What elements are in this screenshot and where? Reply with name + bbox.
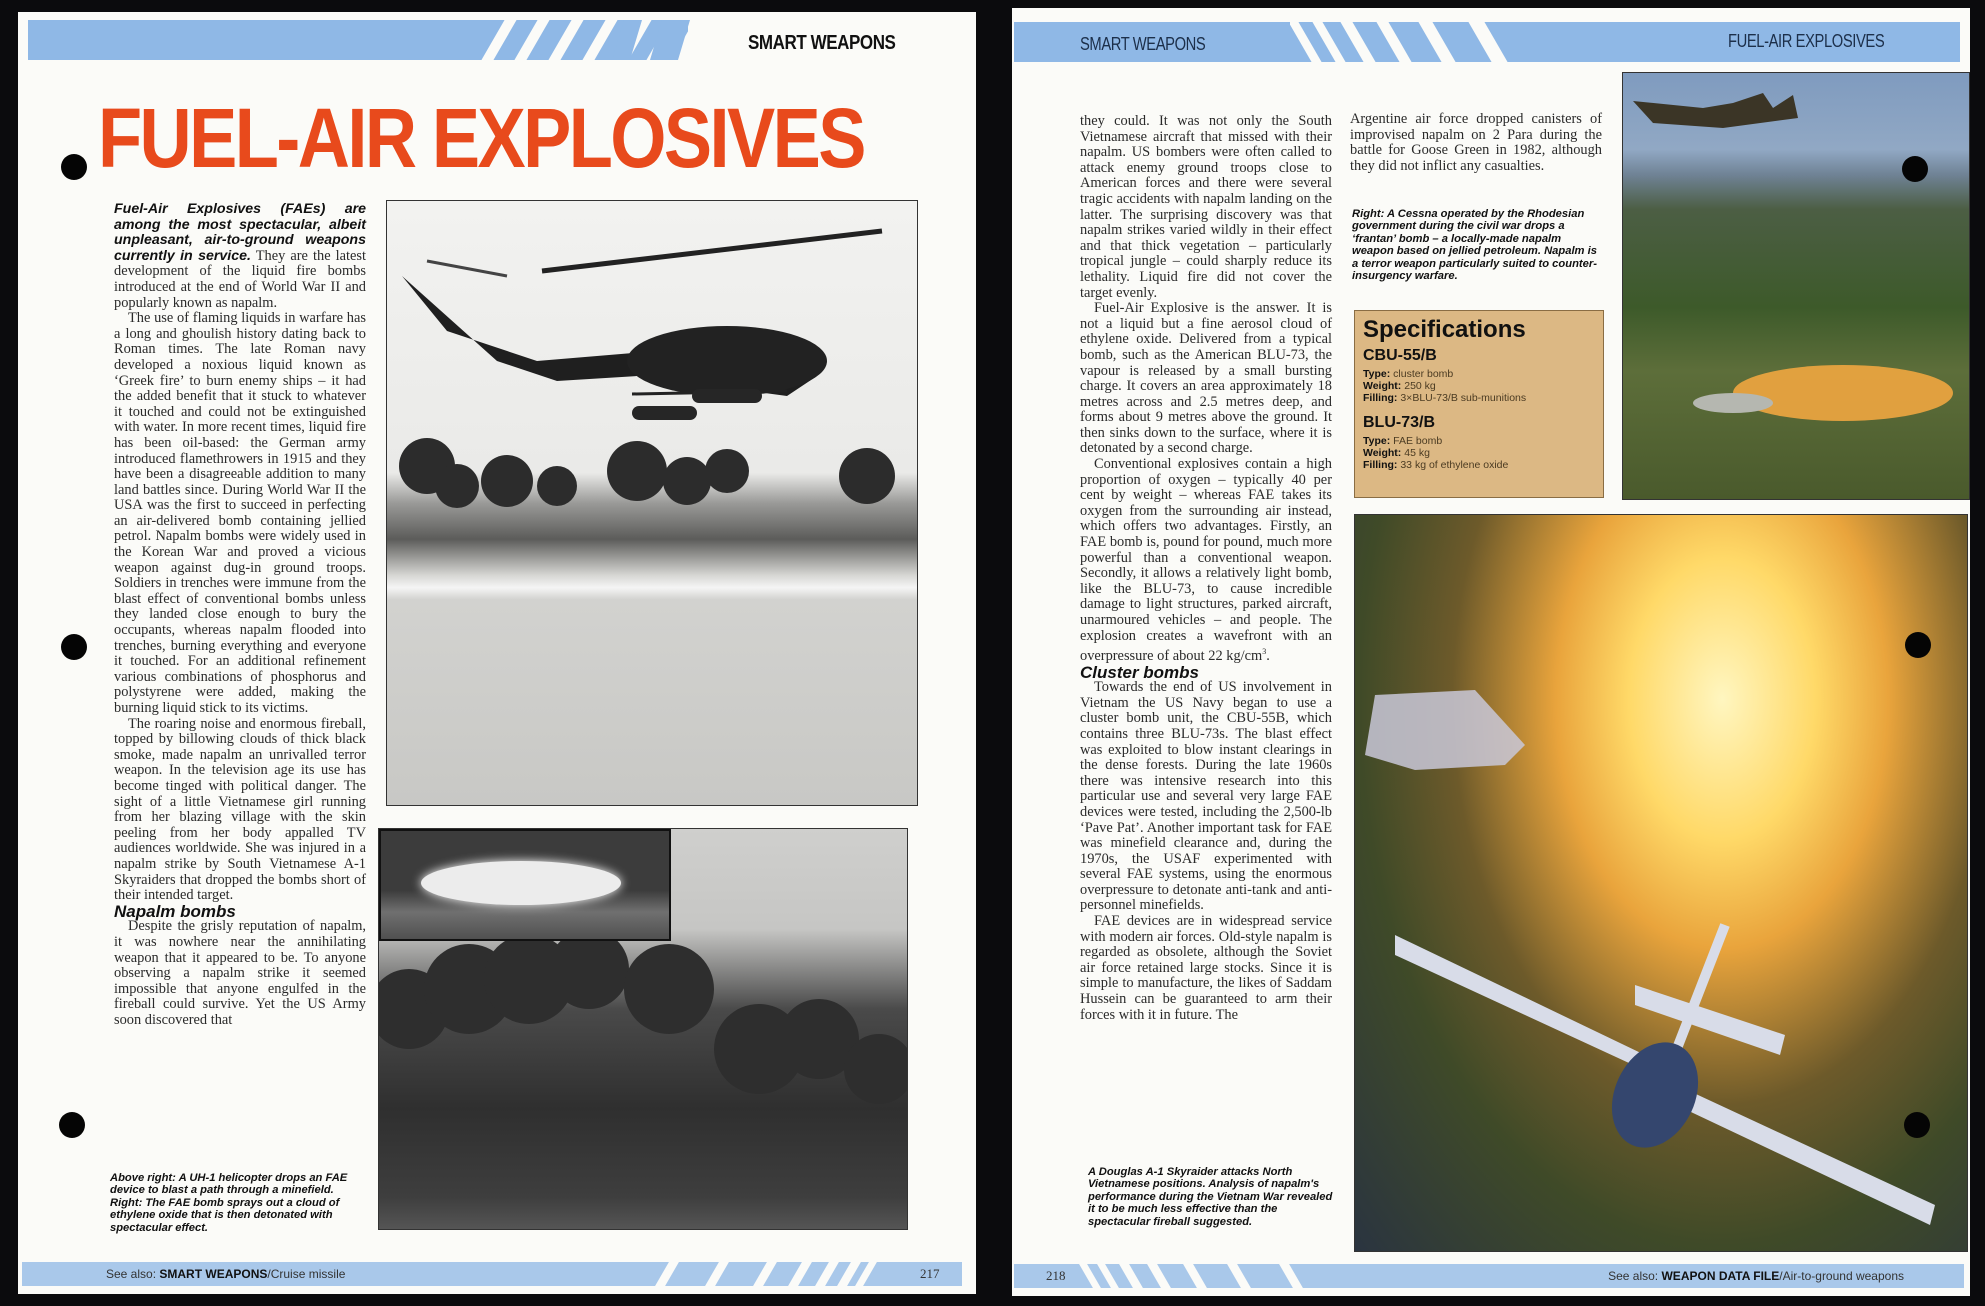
helicopter-illustration <box>387 201 917 805</box>
helicopter-photo <box>386 200 918 806</box>
binder-hole <box>1905 632 1931 658</box>
body-paragraph: Towards the end of US involvement in Vietnam the US Navy began to use a cluster bomb unit, the CBU-55B, which contains three BLU-73s. The blast effect was exploited to blow instant clearings in the dense forests. During the late 1960s there was intensive research into this particular use and several very large FAE devices were tested, including the 2,500-lb ‘Pave Pat’. Another important task for FAE was minefield clearance and, during the 1970s, the USAF experimented with several FAE systems, using the enormous overpressure to detonate anti-tank and anti-personnel minefields. <box>1080 679 1332 914</box>
topic-label: FUEL-AIR EXPLOSIVES <box>1728 31 1885 51</box>
see-also-link-section[interactable]: WEAPON DATA FILE <box>1661 1269 1780 1283</box>
body-paragraph: Conventional explosives contain a high proportion of oxygen – typically 40 per cent by weight – whereas FAE takes its oxygen from the surrounding air instead, which offers two advantages. Firstly, an FAE bomb is, pound for pound, much more powerful than a conventional weapon. Secondly, it allows a relatively light bomb, like the BLU-73, to cause incredible damage to light structures, parked aircraft, unarmoured vehicles – and people. The explosion creates a wavefront with an overpressure of about 22 kg/cm <box>1080 456 1332 664</box>
body-paragraph: they could. It was not only the South Vietnamese aircraft that missed with their napalm. US bombers were often called to attack enemy ground troops close to American forces and there were several tragic accidents with napalm landing on the latter. The surprising discovery was that napalm strikes varied wildly in their effect and that thick vegetation – particularly tropical jungle – could sharply reduce its lethality. Liquid fire did not cover the target evenly. <box>1080 113 1332 301</box>
binder-hole <box>61 634 87 660</box>
superscript: 3 <box>1262 647 1267 657</box>
left-photo-caption: Above right: A UH-1 helicopter drops an FAE device to blast a path through a minefield. Right: The FAE bomb sprays out a cloud of ethylene oxide that is then detonated with spectacular effect. <box>110 1172 348 1234</box>
spec-type: Type: FAE bomb <box>1363 435 1443 447</box>
body-paragraph: Argentine air force dropped canisters of improvised napalm on 2 Para during the battle for Goose Green in 1982, although they did not inflict any casualties. <box>1350 111 1602 174</box>
skyraider-photo <box>1354 514 1968 1252</box>
skyraider-illustration <box>1355 515 1967 1251</box>
see-also-label: See also: <box>106 1267 157 1281</box>
punctuation: . <box>1266 647 1270 664</box>
spec-filling: Filling: 33 kg of ethylene oxide <box>1363 459 1509 471</box>
see-also-link-topic[interactable]: /Air-to-ground weapons <box>1779 1269 1904 1283</box>
spec-type: Type: cluster bomb <box>1363 368 1454 380</box>
cessna-photo <box>1622 72 1970 500</box>
binder-hole <box>1902 156 1928 182</box>
body-paragraph: The use of flaming liquids in warfare has a long and ghoulish history dating back to Roman times. The late Roman navy developed a noxious liquid known as ‘Greek fire’ to burn enemy ships – it had the added benefit that it stuck to whatever it touched and could not be extinguished with water. In more recent times, liquid fire has been oil-based: the German army introduced flamethrowers in 1915 and they have been a disagreeable addition to many land battles since. During World War II the USA was the first to succeed in perfecting an air-delivered bomb containing jellied petrol. Napalm bombs were widely used in the Korean War and proved a vicious weapon against dug-in ground troops. Soldiers in trenches were immune from the blast effect of conventional bombs unless they landed close enough to bury the occupants, whereas napalm flooded into trenches, burning everything and everyone it touched. For an additional refinement various combinations of phosphorus and polystyrene were added, making the burning liquid stick to its victims. <box>114 310 366 716</box>
cessna-caption: Right: A Cessna operated by the Rhodesian government during the civil war drops a ‘frantan’ bomb – a locally-made napalm weapon based on jellied petroleum. Napalm is a terror weapon particularly suited to counter-insurgency warfare. <box>1352 208 1597 283</box>
body-paragraph: The roaring noise and enormous fireball, topped by billowing clouds of thick black smoke, made napalm an unrivalled terror weapon. In the television age its use has become tinged with political danger. The sight of a little Vietnamese girl running from her blazing village with the skin peeling from her body appalled TV audiences worldwide. She was injured in a napalm strike by South Vietnamese A-1 Skyraiders that dropped the bombs short of their intended target. <box>114 715 366 904</box>
spec-weight: Weight: 45 kg <box>1363 447 1430 459</box>
left-footer <box>22 1262 962 1286</box>
page-number: 217 <box>920 1266 940 1281</box>
body-paragraph: They are the latest development of the liquid fire bombs introduced at the end of World War II and popularly known as napalm. <box>114 247 366 311</box>
subhead-cluster-bombs: Cluster bombs <box>1080 662 1200 682</box>
see-also-label: See also: <box>1608 1269 1659 1283</box>
fae-cloud-inset <box>379 829 671 941</box>
right-footer-stripes <box>1074 1264 1314 1288</box>
spec-item-name: CBU-55/B <box>1363 347 1437 364</box>
right-header-stripes <box>1290 22 1550 62</box>
section-label: SMART WEAPONS <box>1080 34 1206 54</box>
spec-filling: Filling: 3×BLU-73/B sub-munitions <box>1363 392 1527 404</box>
right-text-column-2 <box>1350 112 1602 174</box>
page-number: 218 <box>1046 1268 1066 1283</box>
body-paragraph: Despite the grisly reputation of napalm, it was nowhere near the annihilating weapon that it appeared to be. To anyone observing a napalm strike it seemed impossible that anyone engulfed in the fireball could survive. Yet the US Army soon discovered that <box>114 918 366 1028</box>
cessna-illustration <box>1623 73 1969 499</box>
binder-hole <box>61 154 87 180</box>
see-also-link-section[interactable]: SMART WEAPONS <box>159 1267 268 1281</box>
binder-hole <box>59 1112 85 1138</box>
spec-item-name: BLU-73/B <box>1363 414 1436 431</box>
section-label: SMART WEAPONS <box>748 32 896 54</box>
skyraider-caption: A Douglas A-1 Skyraider attacks North Vietnamese positions. Analysis of napalm's performance during the Vietnam War revealed it to be much less effective than the spectacular fireball suggested. <box>1088 1166 1333 1228</box>
specifications-box <box>1354 310 1604 498</box>
spec-weight: Weight: 250 kg <box>1363 380 1436 392</box>
specs-title: Specifications <box>1363 316 1526 343</box>
left-footer-stripes <box>632 1262 912 1286</box>
ethylene-oxide-cloud <box>421 861 621 905</box>
see-also-link-topic[interactable]: /Cruise missile <box>267 1267 346 1281</box>
right-footer <box>1014 1264 1964 1288</box>
fae-smoke-photo <box>378 828 908 1230</box>
subhead-napalm-bombs: Napalm bombs <box>114 901 236 921</box>
body-paragraph: FAE devices are in widespread service with modern air forces. Old-style napalm is regarded as obsolete, although the Soviet air force retained large stocks. Since it is simple to manufacture, the likes of Saddam Hussein can be guaranteed to arm their forces with it in future. The <box>1080 913 1332 1023</box>
lead-paragraph: Fuel-Air Explosives (FAEs) are among the most spectacular, albeit unpleasant, air-to-ground weapons currently in service. <box>114 201 366 264</box>
binder-hole <box>1904 1112 1930 1138</box>
left-text-column <box>114 202 366 1028</box>
article-title: FUEL-AIR EXPLOSIVES <box>98 91 864 185</box>
right-text-column-1 <box>1080 114 1332 1023</box>
body-paragraph: Fuel-Air Explosive is the answer. It is not a liquid but a fine aerosol cloud of ethylene oxide. Delivered from a typical bomb, such as the American BLU-73, the vapour is released by a small bursting charge. It covers an area approximately 18 metres across and 2.5 metres deep, and forms about 9 metres above the ground. It then sinks down to the surface, where it is detonated by a second charge. <box>1080 300 1332 457</box>
